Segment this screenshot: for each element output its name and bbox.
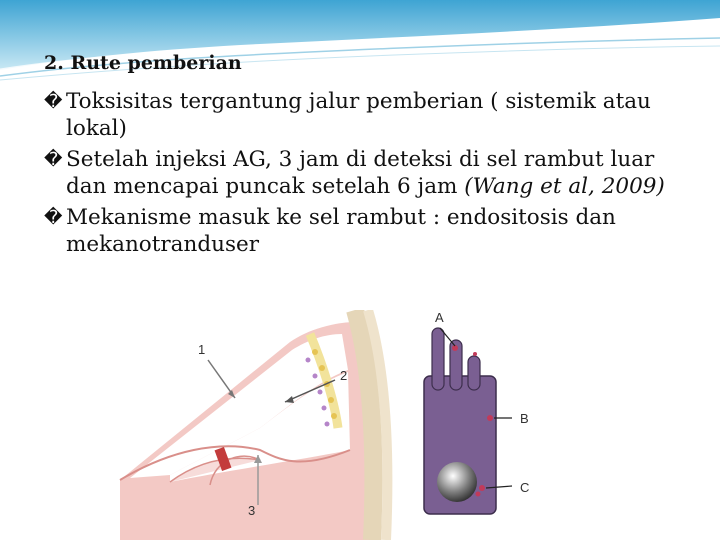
bullet-text: Toksisitas tergantung jalur pemberian ( sistemik atau lokal) [66,89,651,141]
hair-cell-diagram [424,328,512,514]
slide-subtitle: 2. Rute pemberian [44,52,242,74]
hair-cell-label: C [520,480,530,495]
cochlea-label: 2 [340,368,348,383]
bullet-list [44,88,684,262]
bullet-marker-icon: � [44,149,63,170]
figure-illustration [110,310,550,540]
bullet-citation: (Wang et al, 2009) [464,174,665,199]
bullet-marker-icon: � [44,207,63,228]
cochlea-label: 3 [248,503,256,518]
hair-cell-label: A [435,310,444,325]
bullet-text: Mekanisme masuk ke sel rambut : endositosis dan mekanotranduser [66,205,616,257]
cochlea-label: 1 [198,342,206,357]
bullet-text: Setelah injeksi AG, 3 jam di deteksi di sel rambut luar dan mencapai puncak setelah 6 jam [66,147,655,199]
bullet-item [44,204,684,258]
hair-cell-label: B [520,411,529,426]
bullet-item [44,146,684,200]
bullet-item [44,88,684,142]
bullet-marker-icon: � [44,91,63,112]
